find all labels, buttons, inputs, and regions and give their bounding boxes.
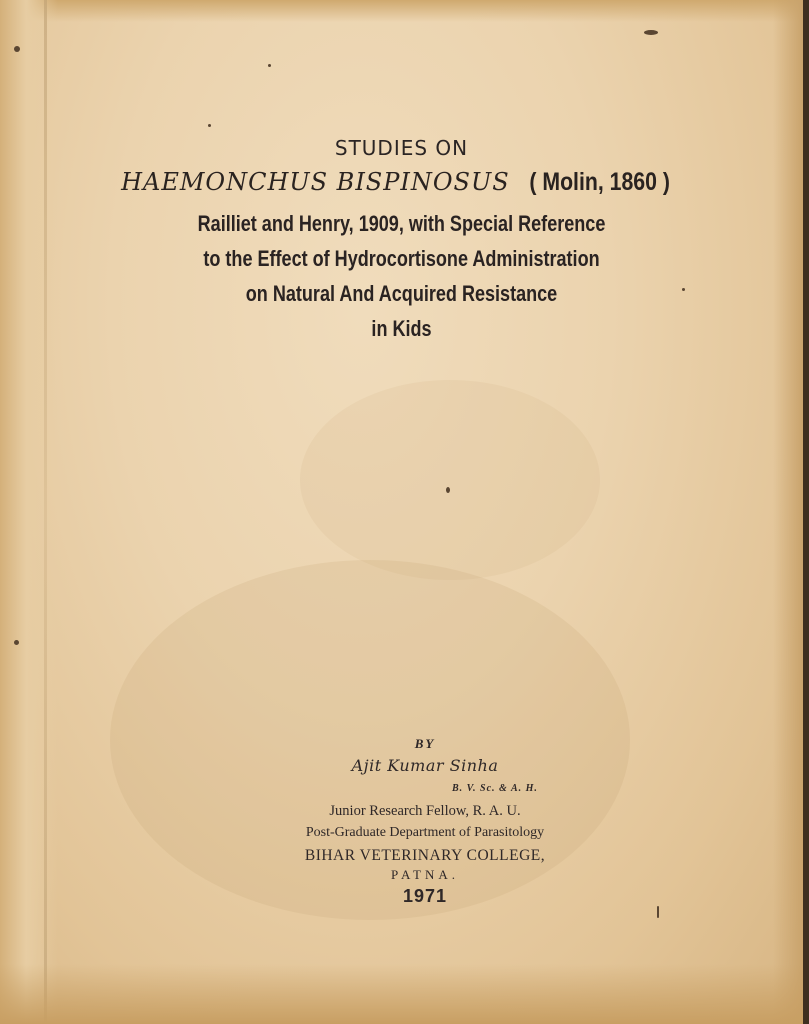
author-degrees: B. V. Sc. & A. H. (452, 783, 538, 794)
species-authority: ( Molin, 1860 ) (529, 168, 670, 196)
subtitle-line: in Kids (371, 316, 432, 341)
species-name: HAEMONCHUS BISPINOSUS (121, 168, 510, 196)
city-name: PATNA. (391, 867, 459, 882)
publication-year: 1971 (402, 886, 448, 906)
paper-bottom-edge (0, 964, 803, 1024)
heading-studies-on: STUDIES ON (334, 136, 469, 160)
ink-spot (208, 124, 211, 127)
subtitle-line: to the Effect of Hydrocortisone Administration (203, 246, 600, 271)
species-title (0, 168, 803, 197)
subtitle-line: Railliet and Henry, 1909, with Special Reference (197, 211, 606, 236)
author-position: Junior Research Fellow, R. A. U. (329, 803, 521, 819)
paper-stain (300, 380, 600, 580)
college-name: BIHAR VETERINARY COLLEGE, (304, 847, 546, 864)
ink-spot (14, 640, 19, 645)
ink-spot (446, 487, 450, 493)
paper-top-edge (0, 0, 803, 22)
department-name: Post-Graduate Department of Parasitology (305, 825, 545, 840)
by-label: BY (414, 736, 436, 751)
ink-spot (644, 30, 658, 35)
ink-spot (657, 906, 659, 918)
ink-spot (14, 46, 20, 52)
subtitle-line: on Natural And Acquired Resistance (245, 281, 558, 306)
ink-spot (268, 64, 271, 67)
author-name: Ajit Kumar Sinha (351, 756, 499, 775)
subtitle-block (0, 206, 803, 346)
background-strip (803, 0, 809, 1024)
